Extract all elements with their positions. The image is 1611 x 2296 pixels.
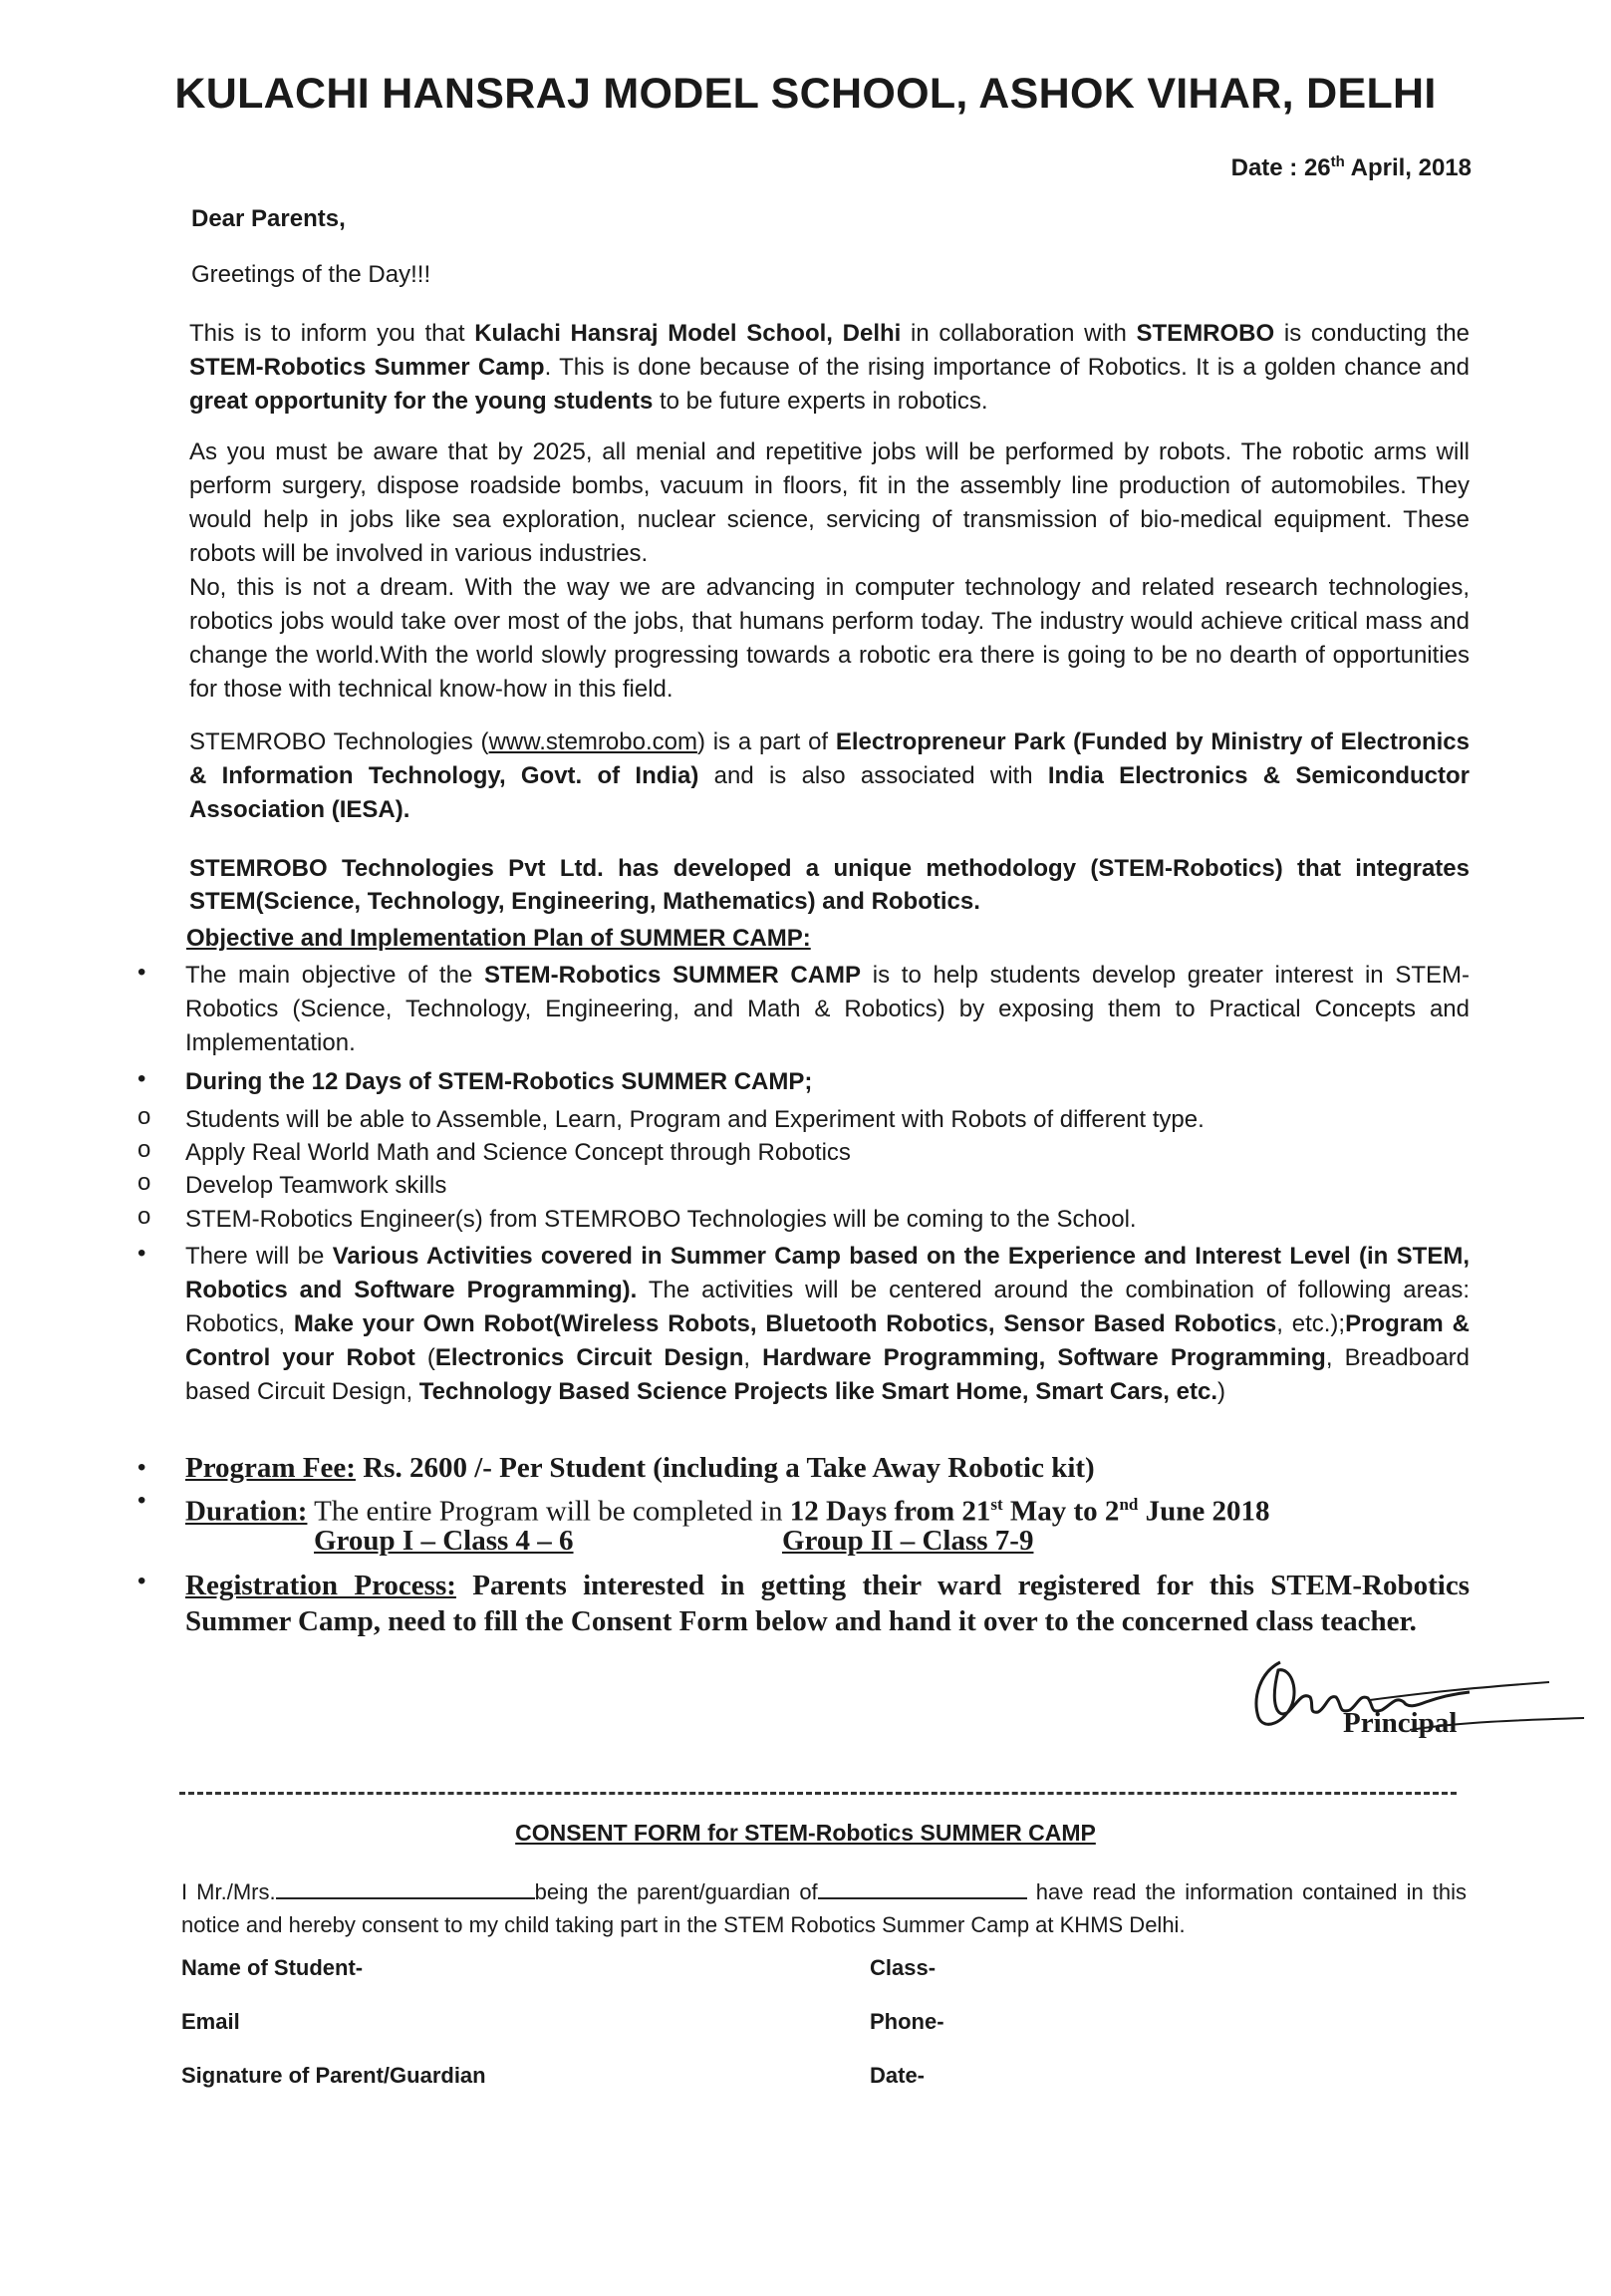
bullet-mark: • xyxy=(137,1454,146,1481)
bullet-mark: • xyxy=(137,1240,146,1267)
group-one: Group I – Class 4 – 6 xyxy=(314,1525,574,1557)
sub-bullet-mark: o xyxy=(137,1136,151,1163)
consent-statement: I Mr./Mrs. being the parent/guardian of have read the information contained in this notice and hereby consent to my child taking part in the STEM Robotics Summer Camp at KHMS Delhi. xyxy=(181,1879,1468,1937)
greeting: Greetings of the Day!!! xyxy=(191,261,431,288)
objective-heading: Objective and Implementation Plan of SUMMER CAMP: xyxy=(186,925,811,952)
bullet-mark: • xyxy=(137,1065,146,1092)
field-date: Date- xyxy=(870,2063,926,2088)
field-class: Class- xyxy=(870,1955,937,1980)
sub-bullet-mark: o xyxy=(137,1169,151,1196)
methodology-paragraph: STEMROBO Technologies Pvt Ltd. has developed a unique methodology (STEM-Robotics) that integrates STEM(Science, Technology, Engineering, Mathematics) and Robotics. xyxy=(189,855,1470,915)
notice-page: KULACHI HANSRAJ MODEL SCHOOL, ASHOK VIHAR, DELHI Date : 26th April, 2018 Dear Parents, Greetings of the Day!!! This is to inform you that Kulachi Hansraj Model School, Delhi in collaboration with STEMROBO is conducting the STEM-Robotics Summer Camp. This is done because of the rising importance of Robotics. It is a golden chance and great opportunity for the young students to be future experts in robotics. As you must be aware that by 2025, all menial and repetitive jobs will be performed by robots. The robotic arms will perform surgery, dispose roadside bombs, vacuum in floors, fit in the assembly line production of automobiles. They would help in jobs like sea exploration, nuclear science, servicing of transmission of bio-medical equipment. These robots will be involved in various industries. No, this is not a dream. With the way we are advancing in computer technology and related research technologies, robotics jobs would take over most of the jobs, that humans perform today. The industry would achieve critical mass and change the world.With the world slowly progressing towards a robotic era there is going to be no dearth of opportunities for those with technical know-how in this field. STEMROBO Technologies (www.stemrobo.com) is a part of Electropreneur Park (Funded by Ministry of Electronics & Information Technology, Govt. of India) and is also associated with India Electronics & Semiconductor Association (IESA). STEMROBO Technologies Pvt Ltd. has developed a unique methodology (STEM-Robotics) that integrates STEM(Science, Technology, Engineering, Mathematics) and Robotics. Objective and Implementation Plan of SUMMER CAMP: • The main objective of the STEM-Robotics SUMMER CAMP is to help students develop greater interest in STEM-Robotics (Science, Technology, Engineering, and Math & Robotics) by exposing them to Practical Concepts and Implementation. • During the 12 Days of STEM-Robotics SUMMER CAMP; o Students will be able to Assemble, Learn, Program and Experiment with Robots of different type. o Apply Real World Math and Science Concept through Robotics o Develop Teamwork skills o STEM-Robotics Engineer(s) from STEMROBO Technologies will be coming to the School. • There will be Various Activities covered in Summer Camp based on the Experience and Interest Level (in STEM, Robotics and Software Programming). The activities will be centered around the combination of following areas: Robotics, Make your Own Robot(Wireless Robots, Bluetooth Robotics, Sensor Based Robotics, etc.);Program & Control your Robot (Electronics Circuit Design, Hardware Programming, Software Programming, Breadboard based Circuit Design, Technology Based Science Projects like Smart Home, Smart Cars, etc.) • Program Fee: Rs. 2600 /- Per Student (including a Take Away Robotic kit) • Duration: The entire Program will be completed in 12 Days from 21st May to 2nd June 2018 Group I – Class 4 – 6 Group II – Class 7-9 • Registration Process: Parents interested in getting their ward registered for this STEM-Robotics Summer Camp, need to fill the Consent Form below and hand it over to the concerned class teacher. Principal CONSENT FORM for STEM-Robotics SUMMER CAMP I Mr./Mrs. being the parent/guardian of have read the information contained in this notice and hereby consent to my child taking part in the STEM Robotics Summer Camp at KHMS Delhi. Name of Student- Email Signature of Parent/Guardian Class- Phone- Date- xyxy=(0,0,1611,2296)
field-student-name: Name of Student- xyxy=(181,1955,364,1980)
school-title: KULACHI HANSRAJ MODEL SCHOOL, ASHOK VIHAR, DELHI xyxy=(174,70,1437,118)
consent-form-title: CONSENT FORM for STEM-Robotics SUMMER CAMP xyxy=(515,1820,1096,1846)
sub-bullet-mark: o xyxy=(137,1103,151,1130)
group-two: Group II – Class 7-9 xyxy=(782,1525,1034,1557)
fee-label: Program Fee: xyxy=(185,1452,356,1484)
intro-paragraph: This is to inform you that Kulachi Hansraj Model School, Delhi in collaboration with STEMROBO is conducting the STEM-Robotics Summer Camp. This is done because of the rising importance of Robotics. It is a golden chance and great opportunity for the young students to be future experts in robotics. xyxy=(189,320,1471,415)
stemrobo-about-paragraph: STEMROBO Technologies (www.stemrobo.com) is a part of Electropreneur Park (Funded by Ministry of Electronics & Information Technology, Govt. of India) and is also associated with India Electronics & Semiconductor Association (IESA). xyxy=(189,728,1471,823)
cut-line-divider xyxy=(179,1792,1457,1795)
letter-date: Date : 26th April, 2018 xyxy=(1230,153,1472,181)
parent-name-blank[interactable] xyxy=(276,1877,535,1899)
field-parent-signature: Signature of Parent/Guardian xyxy=(181,2063,486,2088)
fee-value: Rs. 2600 /- Per Student (including a Take Away Robotic kit) xyxy=(355,1452,1095,1484)
bullet-mark: • xyxy=(137,959,146,986)
child-name-blank[interactable] xyxy=(818,1877,1027,1899)
field-phone: Phone- xyxy=(870,2009,944,2034)
bullet-mark: • xyxy=(137,1487,146,1514)
sub-bullet-mark: o xyxy=(137,1203,151,1230)
salutation: Dear Parents, xyxy=(191,205,346,232)
stemrobo-website-link[interactable]: www.stemrobo.com xyxy=(488,728,697,755)
field-email: Email xyxy=(181,2009,240,2034)
signatory-title: Principal xyxy=(1343,1707,1458,1739)
bullet-mark: • xyxy=(137,1568,146,1594)
robotics-future-paragraph: As you must be aware that by 2025, all menial and repetitive jobs will be performed by robots. The robotic arms will perform surgery, dispose roadside bombs, vacuum in floors, fit in the assembly line production of automobiles. They would help in jobs like sea exploration, nuclear science, servicing of transmission of bio-medical equipment. These robots will be involved in various industries. No, this is not a dream. With the way we are advancing in computer technology and related research technologies, robotics jobs would take over most of the jobs, that humans perform today. The industry would achieve critical mass and change the world.With the world slowly progressing towards a robotic era there is going to be no dearth of opportunities for those with technical know-how in this field. xyxy=(189,438,1470,703)
